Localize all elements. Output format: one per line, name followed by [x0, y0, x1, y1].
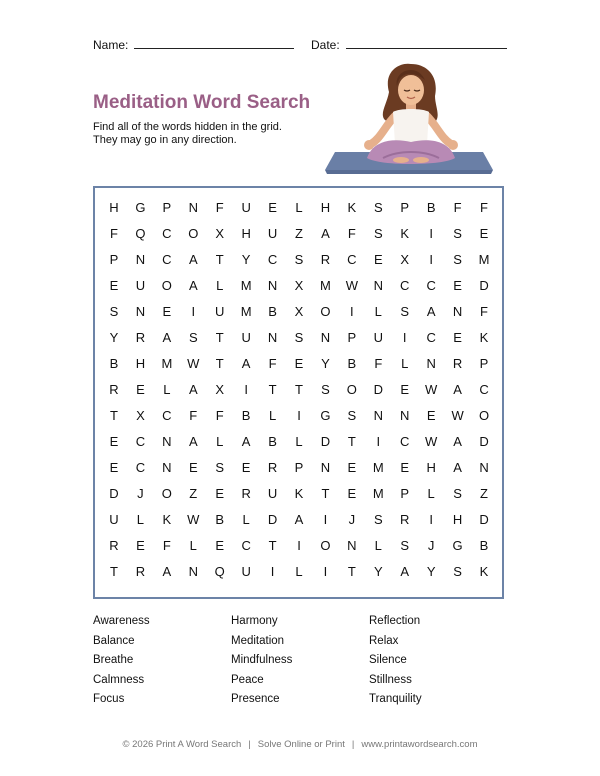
grid-letter[interactable]: X	[400, 252, 410, 267]
grid-letter[interactable]: B	[109, 356, 119, 371]
grid-letter[interactable]: A	[188, 434, 198, 449]
grid-letter[interactable]: P	[294, 460, 304, 475]
word-search-grid	[93, 186, 504, 599]
grid-letter[interactable]: A	[400, 564, 410, 579]
grid-letter[interactable]: O	[320, 304, 331, 319]
grid-letter[interactable]: A	[453, 382, 462, 397]
grid-letter[interactable]: A	[294, 512, 304, 527]
grid-letter[interactable]: L	[268, 408, 277, 423]
grid-letter[interactable]: D	[373, 382, 383, 397]
word-list-item: Presence	[231, 693, 280, 705]
grid-letter[interactable]: G	[135, 200, 146, 215]
grid-letter[interactable]: S	[321, 382, 330, 397]
grid-letter[interactable]: A	[162, 564, 172, 579]
grid-letter[interactable]: L	[374, 538, 382, 553]
grid-letter[interactable]: E	[162, 304, 172, 319]
grid-letter[interactable]: K	[479, 564, 489, 579]
grid-letter[interactable]: M	[478, 252, 490, 267]
grid-letter[interactable]: C	[162, 252, 172, 267]
grid-letter[interactable]: X	[215, 382, 225, 397]
grid-letter[interactable]: C	[135, 434, 146, 449]
grid-letter[interactable]: T	[110, 564, 118, 579]
grid-letter[interactable]: N	[426, 356, 436, 371]
grid-letter[interactable]: E	[479, 226, 489, 241]
grid-letter[interactable]: T	[347, 564, 356, 579]
grid-letter[interactable]: P	[347, 330, 357, 345]
grid-letter[interactable]: N	[267, 278, 278, 293]
grid-letter[interactable]: U	[241, 200, 251, 215]
grid-letter[interactable]: E	[400, 460, 410, 475]
grid-letter[interactable]: I	[429, 512, 433, 527]
grid-letter[interactable]: F	[480, 304, 488, 319]
word-list-item: Relax	[369, 634, 399, 647]
grid-letter[interactable]: B	[268, 304, 277, 319]
grid-letter[interactable]: U	[241, 330, 251, 345]
grid-letter[interactable]: Y	[109, 330, 119, 345]
grid-letter[interactable]: U	[267, 486, 278, 501]
grid-letter[interactable]: W	[425, 382, 438, 397]
grid-letter[interactable]: L	[216, 278, 224, 293]
grid-letter[interactable]: A	[188, 252, 198, 267]
grid-letter[interactable]: B	[426, 200, 436, 215]
grid-letter[interactable]: P	[479, 356, 489, 371]
grid-letter[interactable]: W	[187, 356, 200, 371]
grid-letter[interactable]: R	[135, 330, 146, 345]
grid-letter[interactable]: U	[373, 330, 383, 345]
grid-letter[interactable]: I	[350, 304, 354, 319]
word-list-item: Peace	[231, 673, 264, 686]
grid-letter[interactable]: U	[109, 512, 119, 527]
grid-letter[interactable]: C	[400, 278, 410, 293]
grid-letter[interactable]: E	[136, 382, 145, 397]
grid-letter[interactable]: I	[429, 252, 433, 267]
word-column	[93, 614, 150, 712]
grid-letter[interactable]: E	[268, 200, 277, 215]
grid-letter[interactable]: L	[427, 486, 435, 501]
name-field[interactable]	[93, 38, 294, 52]
grid-letter[interactable]: N	[373, 278, 383, 293]
grid-letter[interactable]: N	[135, 252, 146, 267]
grid-letter[interactable]: S	[294, 330, 304, 345]
grid-letter[interactable]: E	[347, 486, 357, 501]
grid-letter[interactable]: C	[426, 330, 436, 345]
grid-letter[interactable]: C	[162, 226, 172, 241]
grid-letter[interactable]: S	[294, 252, 304, 267]
grid-letter[interactable]: W	[451, 408, 464, 423]
grid-letter[interactable]: D	[267, 512, 278, 527]
grid-letter[interactable]: B	[479, 538, 489, 553]
grid-letter[interactable]: M	[372, 460, 384, 475]
grid-letter[interactable]: W	[187, 512, 200, 527]
grid-letter[interactable]: X	[136, 408, 145, 423]
grid-letter[interactable]: S	[400, 538, 410, 553]
grid-letter[interactable]: F	[347, 226, 356, 241]
grid-letter[interactable]: R	[320, 252, 331, 267]
grid-letter[interactable]: X	[294, 304, 304, 319]
grid-letter[interactable]: C	[479, 382, 489, 397]
grid-letter[interactable]: O	[478, 408, 490, 423]
grid-letter[interactable]: I	[323, 512, 328, 527]
grid-letter[interactable]: E	[400, 382, 410, 397]
grid-letter[interactable]: D	[320, 434, 331, 449]
grid-letter[interactable]: U	[241, 564, 251, 579]
grid-letter[interactable]: U	[267, 226, 278, 241]
grid-letter[interactable]: H	[109, 200, 119, 215]
grid-letter[interactable]: T	[295, 382, 303, 397]
grid-letter[interactable]: A	[188, 382, 198, 397]
grid-letter[interactable]: Y	[426, 564, 436, 579]
instruction-line: They may go in any direction.	[93, 134, 237, 146]
grid-letter[interactable]: K	[479, 330, 489, 345]
grid-letter[interactable]: N	[320, 460, 331, 475]
grid-letter[interactable]: N	[188, 564, 198, 579]
grid-letter[interactable]: P	[109, 252, 119, 267]
grid-letter[interactable]: D	[479, 278, 489, 293]
grid-letter[interactable]: E	[453, 278, 462, 293]
grid-letter[interactable]: N	[452, 304, 463, 319]
grid-letter[interactable]: E	[136, 538, 145, 553]
grid-letter[interactable]: A	[241, 356, 251, 371]
meditation-illustration	[323, 62, 495, 176]
grid-letter[interactable]: K	[294, 486, 304, 501]
grid-letter[interactable]: F	[374, 356, 383, 371]
grid-letter[interactable]: B	[215, 512, 225, 527]
grid-letter[interactable]: Y	[373, 564, 383, 579]
grid-letter[interactable]: C	[426, 278, 436, 293]
date-line	[346, 47, 507, 49]
date-label: Date:	[311, 38, 340, 52]
grid-letter[interactable]: F	[162, 538, 171, 553]
word-list-item: Calmness	[93, 673, 145, 686]
grid-letter[interactable]: N	[400, 408, 410, 423]
grid-letter[interactable]: I	[191, 304, 196, 319]
grid-letter[interactable]: O	[161, 278, 172, 293]
grid-letter[interactable]: L	[216, 434, 224, 449]
grid-letter[interactable]: S	[453, 226, 462, 241]
grid-letter[interactable]: E	[109, 460, 119, 475]
name-line	[134, 47, 294, 49]
grid-letter[interactable]: E	[241, 460, 251, 475]
grid-letter[interactable]: R	[400, 512, 410, 527]
grid-letter[interactable]: C	[267, 252, 278, 267]
grid-letter[interactable]: T	[215, 252, 224, 267]
grid-letter[interactable]: D	[479, 434, 489, 449]
grid-letter[interactable]: M	[161, 356, 173, 371]
word-list-item: Tranquility	[369, 693, 422, 705]
grid-letter[interactable]: A	[188, 278, 198, 293]
grid-letter[interactable]: C	[135, 460, 146, 475]
footer-copyright: © 2026 Print A Word Search	[122, 739, 242, 750]
grid-letter[interactable]: G	[452, 538, 463, 553]
grid-letter[interactable]: S	[373, 200, 383, 215]
grid-letter[interactable]: E	[453, 330, 462, 345]
grid-letter[interactable]: N	[267, 330, 278, 345]
grid-letter[interactable]: A	[162, 330, 172, 345]
grid-letter[interactable]: F	[215, 200, 224, 215]
grid-letter[interactable]: F	[215, 408, 224, 423]
grid-letter[interactable]: X	[215, 226, 225, 241]
instructions	[93, 121, 282, 147]
grid-letter[interactable]: L	[401, 356, 409, 371]
grid-letter[interactable]: I	[244, 382, 248, 397]
footer-separator: |	[248, 739, 251, 750]
grid-letter[interactable]: E	[109, 434, 119, 449]
grid-letter[interactable]: R	[267, 460, 278, 475]
grid-letter[interactable]: M	[240, 304, 252, 319]
grid-letter[interactable]: L	[242, 512, 250, 527]
footer-separator: |	[351, 739, 355, 750]
grid-letter[interactable]: S	[453, 564, 462, 579]
grid-letter[interactable]: E	[347, 460, 357, 475]
grid-letter[interactable]: H	[135, 356, 146, 371]
grid-letter[interactable]: R	[452, 356, 463, 371]
grid-letter[interactable]: P	[400, 200, 410, 215]
grid-letter[interactable]: M	[372, 486, 384, 501]
grid-letter[interactable]: T	[268, 538, 277, 553]
grid-letter[interactable]: T	[215, 330, 224, 345]
grid-letter[interactable]: E	[215, 486, 225, 501]
grid-letter[interactable]: Q	[214, 564, 225, 579]
word-list-item: Mindfulness	[231, 654, 293, 666]
grid-letter[interactable]: W	[345, 278, 358, 293]
grid-letter[interactable]: F	[110, 226, 118, 241]
word-list-item: Focus	[93, 693, 125, 705]
date-field[interactable]	[311, 38, 507, 52]
grid-letter[interactable]: E	[294, 356, 304, 371]
grid-letter[interactable]: Z	[295, 226, 303, 241]
grid-letter[interactable]: X	[294, 278, 304, 293]
grid-letter[interactable]: N	[162, 460, 172, 475]
grid-letter[interactable]: S	[109, 304, 119, 319]
grid-letter[interactable]: J	[137, 486, 144, 501]
grid-letter[interactable]: I	[297, 408, 301, 423]
grid-letter[interactable]: S	[188, 330, 198, 345]
grid-letter[interactable]: S	[347, 408, 357, 423]
grid-letter[interactable]: T	[268, 382, 277, 397]
grid-letter[interactable]: I	[297, 538, 301, 553]
word-list-item: Awareness	[93, 615, 150, 627]
grid-letter[interactable]: C	[241, 538, 251, 553]
grid-letter[interactable]: J	[427, 538, 435, 553]
word-list-item: Balance	[93, 634, 135, 647]
grid-letter[interactable]: Y	[241, 252, 251, 267]
grid-letter[interactable]: W	[425, 434, 438, 449]
grid-letter[interactable]: L	[295, 200, 303, 215]
word-list-item: Meditation	[231, 634, 285, 647]
grid-letter[interactable]: B	[268, 434, 277, 449]
face	[398, 75, 424, 105]
grid-letter[interactable]: K	[400, 226, 410, 241]
grid-letter[interactable]: S	[215, 460, 225, 475]
grid-letter[interactable]: A	[241, 434, 251, 449]
grid-letter[interactable]: M	[240, 278, 252, 293]
grid-letter[interactable]: O	[320, 538, 331, 553]
word-list-item: Breathe	[93, 654, 134, 666]
grid-letter[interactable]: S	[453, 252, 462, 267]
footer	[0, 739, 600, 750]
grid-letter[interactable]: C	[347, 252, 357, 267]
grid-letter[interactable]: P	[162, 200, 172, 215]
grid-letter[interactable]: E	[373, 252, 383, 267]
grid-letter[interactable]: C	[400, 434, 410, 449]
grid-letter[interactable]: F	[480, 200, 488, 215]
word-list-item: Silence	[369, 654, 407, 666]
grid-letter[interactable]: N	[373, 408, 383, 423]
word-column	[369, 614, 422, 712]
grid-letter[interactable]: J	[348, 512, 356, 527]
grid-letter[interactable]: N	[347, 538, 357, 553]
grid-letter[interactable]: D	[109, 486, 119, 501]
grid-letter[interactable]: N	[320, 330, 331, 345]
word-list-item: Harmony	[231, 615, 278, 627]
grid-letter[interactable]: I	[270, 564, 275, 579]
grid-letter[interactable]: U	[135, 278, 146, 293]
grid-letter[interactable]: L	[136, 512, 145, 527]
grid-letter[interactable]: A	[321, 226, 330, 241]
grid-letter[interactable]: S	[400, 304, 410, 319]
grid-letter[interactable]: F	[268, 356, 277, 371]
grid-letter[interactable]: M	[320, 278, 331, 293]
grid-letter[interactable]: T	[215, 356, 224, 371]
word-column	[231, 614, 292, 712]
grid-letter[interactable]: T	[110, 408, 118, 423]
grid-letter[interactable]: R	[241, 486, 251, 501]
footer-site-link[interactable]: www.printawordsearch.com	[361, 739, 478, 750]
grid-letter[interactable]: I	[376, 434, 381, 449]
footer-solve: Solve Online or Print	[257, 739, 345, 750]
grid-letter[interactable]: I	[402, 330, 407, 345]
grid-letter[interactable]: A	[453, 460, 462, 475]
grid-letter[interactable]: R	[109, 538, 119, 553]
grid-letter[interactable]: N	[162, 434, 172, 449]
grid-letter[interactable]: I	[429, 226, 433, 241]
grid-letter[interactable]: O	[161, 486, 172, 501]
grid-letter[interactable]: L	[295, 564, 303, 579]
grid-letter[interactable]: T	[347, 434, 356, 449]
grid-letter[interactable]: F	[189, 408, 198, 423]
grid-letter[interactable]: R	[109, 382, 119, 397]
grid-letter[interactable]: S	[373, 512, 383, 527]
grid-letter[interactable]: B	[347, 356, 357, 371]
word-list-item: Reflection	[369, 615, 421, 627]
grid-letter[interactable]: N	[135, 304, 146, 319]
grid-letter[interactable]: L	[163, 382, 171, 397]
grid-letter[interactable]: G	[320, 408, 331, 423]
grid-letter[interactable]: Q	[135, 226, 146, 241]
grid-letter[interactable]: F	[453, 200, 462, 215]
grid-letter[interactable]: E	[426, 408, 436, 423]
grid-letter[interactable]: D	[479, 512, 489, 527]
grid-letter[interactable]: C	[162, 408, 172, 423]
grid-letter[interactable]: R	[135, 564, 146, 579]
page-title: Meditation Word Search	[93, 92, 311, 113]
grid-letter[interactable]: H	[426, 460, 436, 475]
grid-letter[interactable]: Z	[480, 486, 488, 501]
grid-letter[interactable]: Y	[321, 356, 330, 371]
grid-letter[interactable]: A	[426, 304, 436, 319]
grid-letter[interactable]: E	[109, 278, 119, 293]
grid-letter[interactable]: P	[400, 486, 410, 501]
grid-letter[interactable]: L	[295, 434, 303, 449]
grid-letter[interactable]: U	[215, 304, 225, 319]
name-label: Name:	[93, 38, 129, 52]
grid-letter[interactable]: T	[321, 486, 330, 501]
grid-letter[interactable]: A	[453, 434, 462, 449]
grid-letter[interactable]: K	[347, 200, 357, 215]
grid-letter[interactable]: S	[373, 226, 383, 241]
grid-letter[interactable]: I	[323, 564, 328, 579]
grid-letter[interactable]: K	[162, 512, 172, 527]
grid-letter[interactable]: O	[346, 382, 357, 397]
grid-letter[interactable]: L	[374, 304, 382, 319]
instruction-line: Find all of the words hidden in the grid.	[93, 121, 282, 133]
grid-letter[interactable]: Z	[189, 486, 198, 501]
grid-letter[interactable]: E	[215, 538, 225, 553]
grid-letter[interactable]: N	[479, 460, 489, 475]
grid-letter[interactable]: H	[241, 226, 251, 241]
grid-letter[interactable]: L	[189, 538, 197, 553]
grid-letter[interactable]: E	[188, 460, 198, 475]
grid-letter[interactable]: N	[188, 200, 198, 215]
grid-letter[interactable]: H	[320, 200, 331, 215]
grid-letter[interactable]: S	[453, 486, 462, 501]
shirt	[393, 109, 429, 144]
grid-letter[interactable]: O	[188, 226, 199, 241]
grid-letter[interactable]: B	[241, 408, 251, 423]
grid-letter[interactable]: H	[452, 512, 463, 527]
word-list-item: Stillness	[369, 673, 412, 686]
